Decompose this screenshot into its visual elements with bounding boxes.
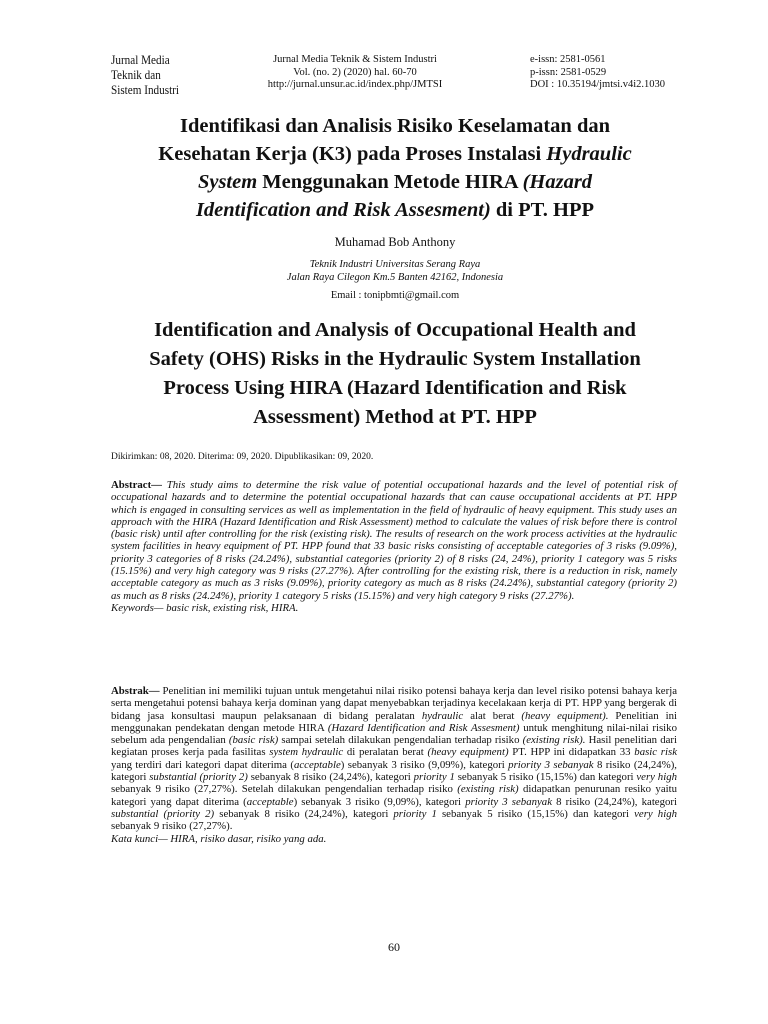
abstrak-italic: substantial (priority 2) bbox=[111, 807, 215, 820]
kata-kunci-label: Kata kunci— bbox=[111, 832, 168, 845]
submission-dates: Dikirimkan: 08, 2020. Diterima: 09, 2020. Dipublikasikan: 09, 2020. bbox=[111, 452, 374, 462]
abstrak-text: didapatkan penurunan resiko yaitu kategori yang dapat diterima ( bbox=[111, 783, 678, 808]
title-italic: System bbox=[197, 171, 258, 193]
abstrak-text: ) sebanyak 3 risiko (9,09%), kategori bbox=[293, 795, 466, 808]
keywords-label: Keywords— bbox=[111, 601, 164, 614]
abstrak-text: Penelitian ini memiliki tujuan untuk mengetahui nilai risiko potensi bahaya kerja dan level risiko potensi bahaya kerja serta mengetahui potensi bahaya kerja dominan yang dapat menyebabkan terjadinya kecelakaan kerja di PT. HPP yang bergerak di bidang jasa konsultasi maupun pelaksanaan di bidang peralatan bbox=[111, 685, 677, 722]
paper-title-indonesian bbox=[80, 112, 710, 224]
journal-logo-line: Jurnal Media bbox=[111, 52, 170, 67]
pissn: p-issn: 2581-0529 bbox=[530, 66, 607, 78]
abstrak-italic: (existing risk) bbox=[457, 783, 519, 796]
doi[interactable]: DOI : 10.35194/jmtsi.v4i2.1030 bbox=[530, 79, 666, 90]
abstrak-text: ) sebanyak 3 risiko (9,09%), kategori bbox=[340, 758, 509, 771]
author-email[interactable]: Email : tonipbmti@gmail.com bbox=[330, 290, 460, 301]
keywords-text: basic risk, existing risk, HIRA. bbox=[163, 601, 299, 614]
abstrak-text: di peralatan berat bbox=[343, 746, 428, 759]
journal-identifiers bbox=[530, 54, 665, 92]
abstrak-italic: (heavy equipment) bbox=[427, 746, 509, 759]
journal-logo-text bbox=[111, 52, 179, 97]
abstrak-text: sebanyak 5 risiko (15,15%) dan kategori bbox=[454, 771, 637, 784]
title-text: Kesehatan Kerja (K3) pada Proses Instalasi bbox=[158, 143, 547, 165]
abstract-indonesian bbox=[111, 685, 677, 845]
kata-kunci bbox=[111, 833, 677, 845]
title-italic: (Hazard bbox=[522, 171, 593, 193]
title-italic: Identification and Risk Assesment) bbox=[195, 199, 491, 221]
abstrak-italic: priority 3 sebanyak bbox=[508, 758, 594, 771]
abstrak-italic: acceptable bbox=[293, 758, 341, 771]
abstrak-italic: acceptable bbox=[246, 795, 294, 808]
journal-volume: Vol. (no. 2) (2020) hal. 60-70 bbox=[293, 66, 417, 78]
abstrak-italic: hydraulic bbox=[421, 709, 464, 722]
title-text: di PT. HPP bbox=[490, 199, 595, 221]
abstrak-text: sebanyak 9 risiko (27,27%). Setelah dilakukan pengendalian terhadap risiko bbox=[111, 783, 458, 796]
abstract-text: This study aims to determine the risk value of potential occupational hazards and the level of potential risk of occupational hazards and to determine the potential occupational hazards that can cause occupational accidents at PT. HPP which is engaged in consulting services as well as implementation in the field of hydraulic of heavy equipment. This study uses an approach with the HIRA (Hazard Identification and Risk Assessment) method to calculate the values of risk before there is control (basic risk) until after controlling for the risk (existing risk). The results of research on the work process activities at the hydraulic system facilities in heavy equipment of PT. HPP found that 33 basic risks consisting of acceptable categories of 3 risks (9.09%), priority 3 categories of 8 risks (24.24%), substantial categories (priority 2) of 8 risks (24, 24%), priority 1 category was 5 risks (15.15%) and very high category was 9 risks (27.27%). After controlling for the existing risk, there is a reduction in risk, namely acceptable category as much as 3 risks (9.09%), priority category as much as 8 risks (24.24%), substantial category (priority 2) as much as 8 risks (24.24%), priority 1 category 5 risks (15.15%) and very high category 9 risks (27.27%). bbox=[111, 479, 677, 602]
title-text: Menggunakan Metode HIRA bbox=[257, 171, 523, 193]
journal-info bbox=[240, 54, 470, 92]
abstrak-text: sebanyak 5 risiko (15,15%) dan kategori bbox=[436, 807, 635, 820]
abstrak-text: PT. HPP ini didapatkan 33 bbox=[508, 746, 635, 759]
abstrak-italic: priority 1 bbox=[393, 807, 437, 820]
title-text: Identifikasi dan Analisis Risiko Keselamatan dan bbox=[179, 115, 611, 137]
abstrak-text: untuk menghitung nilai-nilai risiko sebelum ada pengendalian bbox=[111, 721, 677, 747]
abstrak-italic: very high bbox=[634, 807, 677, 820]
title-en-line: Process Using HIRA (Hazard Identification and Risk bbox=[163, 377, 627, 399]
abstrak-italic: (basic risk) bbox=[228, 734, 279, 747]
affiliation-line: Teknik Industri Universitas Serang Raya bbox=[309, 259, 481, 270]
abstrak-italic: substantial (priority 2) bbox=[149, 771, 248, 784]
author-affiliation bbox=[80, 259, 710, 284]
abstrak-label: Abstrak— bbox=[111, 685, 160, 697]
journal-logo-line: Teknik dan bbox=[111, 67, 161, 82]
keywords bbox=[111, 602, 677, 614]
abstrak-text: Penelitian ini menggunakan pendekatan dengan metode HIRA bbox=[111, 709, 677, 734]
abstrak-text: sebanyak 8 risiko (24,24%), kategori bbox=[247, 771, 414, 784]
title-en-line: Safety (OHS) Risks in the Hydraulic System Installation bbox=[149, 348, 641, 370]
abstrak-italic: priority 3 sebanyak bbox=[465, 795, 552, 808]
author-name: Muhamad Bob Anthony bbox=[334, 235, 456, 249]
abstrak-text: sampai setelah dilakukan pengendalian terhadap risiko bbox=[278, 734, 523, 747]
abstrak-text: alat berat bbox=[463, 709, 522, 722]
journal-name: Jurnal Media Teknik & Sistem Industri bbox=[273, 54, 437, 65]
title-en-line: Identification and Analysis of Occupational Health and bbox=[154, 319, 636, 341]
abstrak-text: sebanyak 9 risiko (27,27%). bbox=[111, 820, 233, 833]
abstrak-italic: (Hazard Identification and Risk Assesment) bbox=[327, 721, 520, 734]
page-number: 60 bbox=[388, 940, 400, 954]
title-italic: Hydraulic bbox=[546, 143, 632, 165]
abstrak-italic: system hydraulic bbox=[269, 746, 344, 759]
abstract-label: Abstract— bbox=[111, 479, 162, 491]
kata-kunci-text: HIRA, risiko dasar, risiko yang ada. bbox=[167, 832, 327, 845]
abstrak-italic: (existing risk). bbox=[522, 734, 586, 747]
abstract-english bbox=[111, 479, 677, 614]
abstrak-text: 8 risiko (24,24%), kategori bbox=[551, 795, 677, 808]
abstrak-text: yang terdiri dari kategori dapat diterima ( bbox=[111, 758, 294, 771]
abstrak-italic: basic risk bbox=[634, 746, 677, 759]
journal-logo-line: Sistem Industri bbox=[111, 82, 180, 97]
eissn: e-issn: 2581-0561 bbox=[530, 54, 606, 65]
journal-url[interactable]: http://jurnal.unsur.ac.id/index.php/JMTSI bbox=[267, 79, 443, 90]
abstrak-italic: priority 1 bbox=[413, 771, 455, 784]
paper-title-english bbox=[80, 316, 710, 432]
abstrak-italic: (heavy equipment). bbox=[521, 709, 609, 722]
abstrak-text: Hasil penelitian dari kegiatan proses kerja pada fasilitas bbox=[111, 734, 677, 759]
abstrak-text: sebanyak 8 risiko (24,24%), kategori bbox=[214, 807, 394, 820]
abstrak-text: 8 risiko (24,24%), kategori bbox=[111, 758, 677, 784]
affiliation-line: Jalan Raya Cilegon Km.5 Banten 42162, Indonesia bbox=[286, 271, 504, 283]
title-en-line: Assessment) Method at PT. HPP bbox=[253, 406, 537, 428]
abstrak-italic: very high bbox=[636, 771, 678, 784]
